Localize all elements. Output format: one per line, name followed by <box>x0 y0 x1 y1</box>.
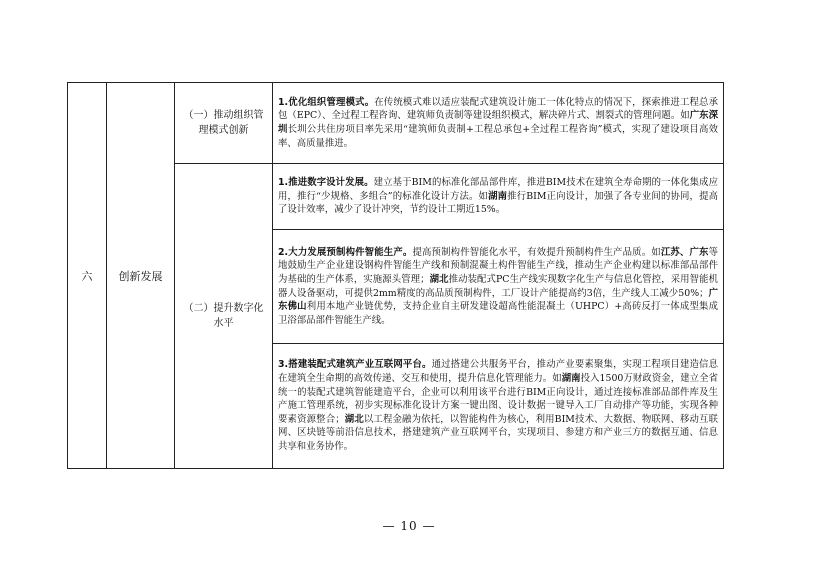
item-cell <box>273 344 724 469</box>
item-text: 推动装配式PC生产线实现数字化生产与信息化管控，采用智能机器人设备驱动，可提供2mm精度的高品质预制构件，工厂设计产能提高约3倍，生产线人工减少50%； <box>278 273 718 299</box>
item-heading: 1.优化组织管理模式。 <box>278 96 375 108</box>
item-heading: 3.搭建装配式建筑产业互联网平台。 <box>278 359 432 371</box>
item-text: 长圳公共住房项目率先采用“建筑师负责制+工程总承包+全过程工程咨询”模式，实现了建设项目高效率、高质量推进。 <box>278 124 718 149</box>
group-title: （一）推动组织管理模式创新 <box>183 110 264 136</box>
item-highlight: 广东深圳 <box>278 110 718 135</box>
item-text: 利用本地产业链优势，支持企业自主研发建设超高性能混凝土（UHPC）+高砖反打一体成型集成卫浴部品部件智能生产线。 <box>278 301 718 326</box>
section-number-cell <box>68 83 107 469</box>
item-highlight: 湖北 <box>344 413 364 425</box>
group-title-cell <box>175 83 273 164</box>
group-title: （二）提升数字化水平 <box>183 303 264 329</box>
item-text: 推行BIM正向设计，加强了各专业间的协同，提高了设计效率，减少了设计冲突，节约设计工期近15%。 <box>278 190 718 216</box>
content-table <box>67 82 724 469</box>
item-cell <box>273 164 724 230</box>
item-text: 在传统模式难以适应装配式建筑设计施工一体化特点的情况下，探索推进工程总承包（EPC）、全过程工程咨询、建筑师负责制等建设组织模式，解决碎片式、割裂式的管理问题。如 <box>278 96 718 122</box>
item-highlight: 广东佛山 <box>278 287 718 313</box>
item-text: 投入1500万财政资金，建立全省统一的装配式建筑智能建造平台，企业可以利用该平台进行BIM正向设计，通过连接标准部品部件库及生产施工管理系统，初步实现标准化设计方案一键出图、设计数据一键导入工厂自动排产等功能，实现各种要素资源整合； <box>278 373 718 425</box>
item-heading: 2.大力发展预制构件智能生产。 <box>278 246 413 258</box>
page-number: — 10 — <box>382 519 436 533</box>
item-cell <box>273 83 724 164</box>
item-heading: 1.推进数字设计发展。 <box>278 177 374 189</box>
item-highlight: 湖南 <box>488 190 508 202</box>
group-title-cell <box>175 164 273 469</box>
item-text: 以工程金融为依托，以智能构件为核心，利用BIM技术、大数据、物联网、移动互联网、区块链等前沿信息技术，搭建建筑产业互联网平台，实现项目、参建方和产业三方的数据互通、信息共享和业务协作。 <box>278 413 718 452</box>
item-highlight: 湖北 <box>429 273 449 285</box>
item-text: 提高预制构件智能化水平，有效提升预制构件生产品质。如 <box>412 246 661 258</box>
item-text: 通过搭建公共服务平台，推动产业要素聚集，实现工程项目建造信息在建筑全生命期的高效传递、交互和使用，提升信息化管理能力。如 <box>278 359 718 385</box>
item-highlight: 江苏、广东 <box>660 246 709 258</box>
item-text: 建立基于BIM的标准化部品部件库，推进BIM技术在建筑全寿命期的一体化集成应用，推行“少规格、多组合”的标准化设计方法。如 <box>278 177 718 202</box>
section-title-cell <box>107 83 175 469</box>
item-highlight: 湖南 <box>561 373 581 385</box>
section-number: 六 <box>81 269 93 283</box>
item-text: 等地鼓励生产企业建设钢构件智能生产线和预制混凝土构件智能生产线，推动生产企业构建以标准部品部件为基础的生产体系，实施源头管理； <box>278 246 718 285</box>
section-title: 创新发展 <box>118 269 163 283</box>
item-cell <box>273 230 724 344</box>
